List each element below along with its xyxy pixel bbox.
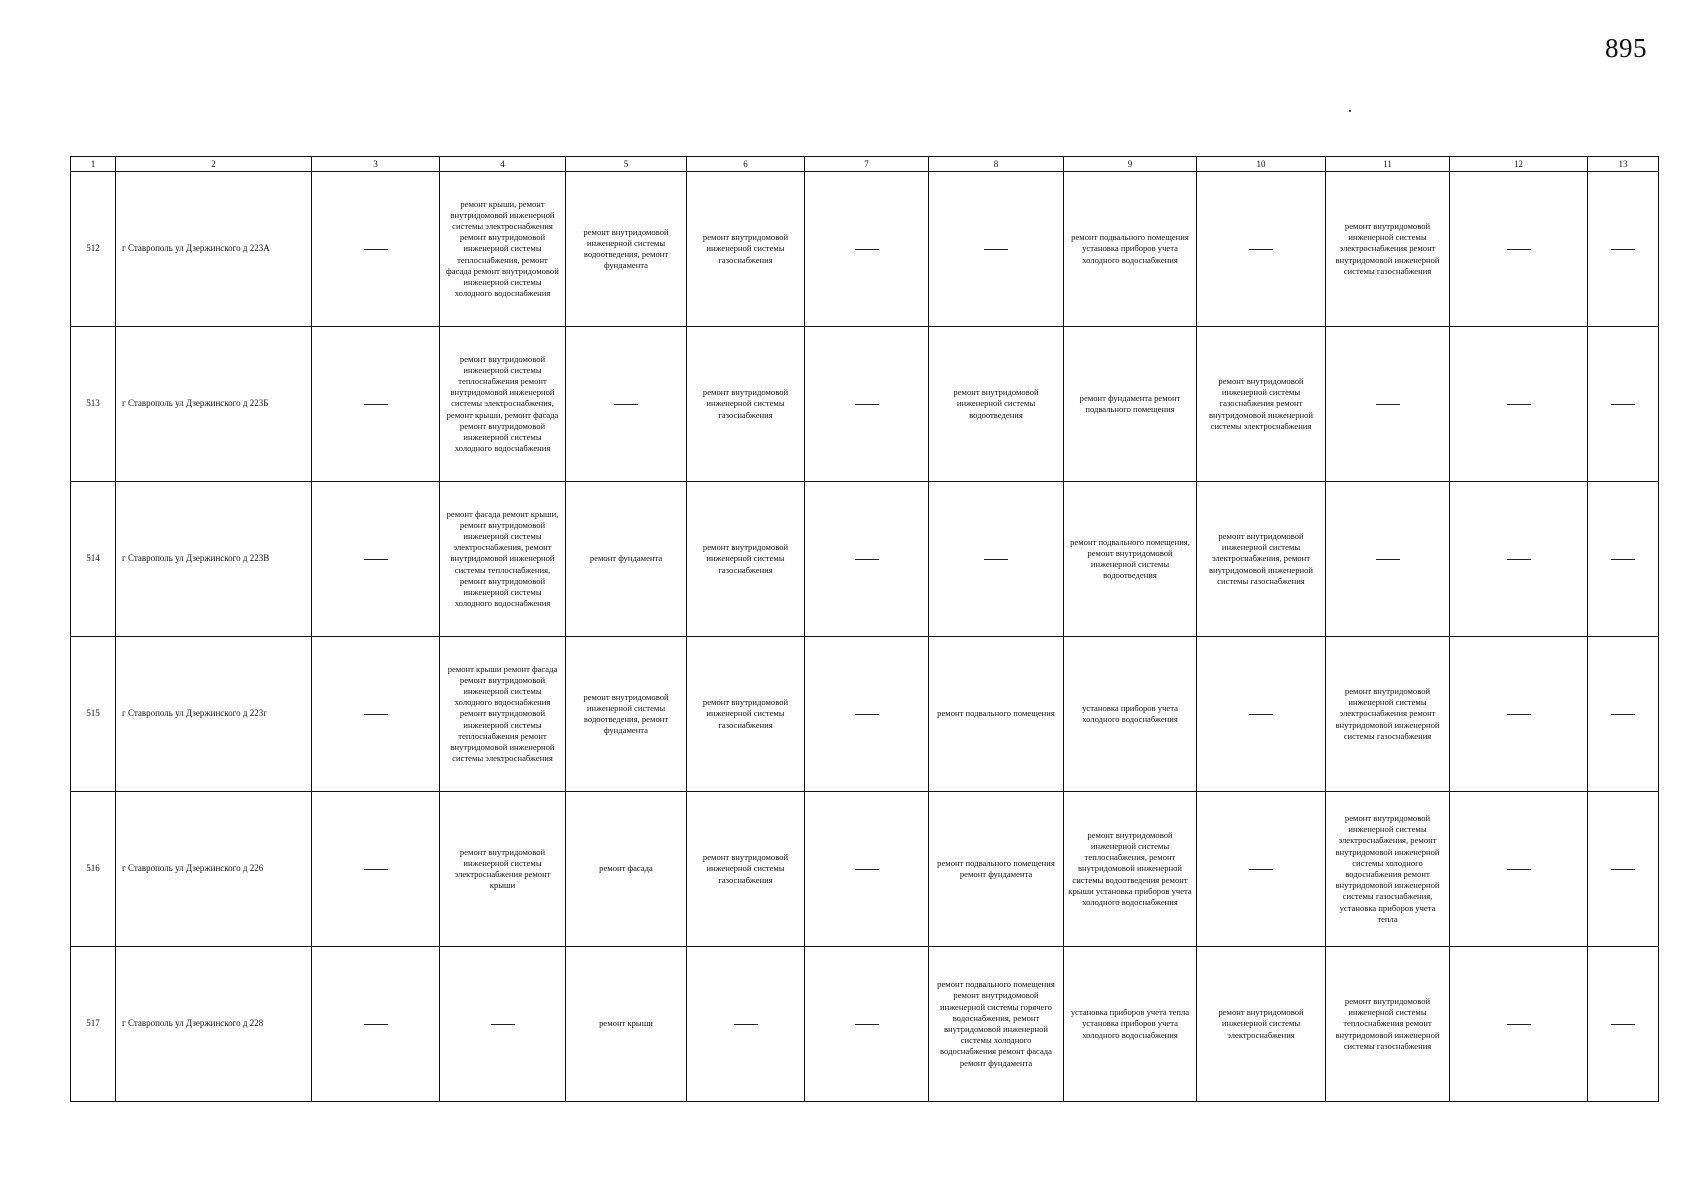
cell-col-13	[1588, 947, 1659, 1102]
column-number-13: 13	[1588, 157, 1659, 172]
cell-address: г Ставрополь ул Дзержинского д 223В	[116, 482, 312, 637]
cell-col-8: ремонт подвального помещения	[929, 637, 1064, 792]
cell-col-11: ремонт внутридомовой инженерной системы электроснабжения ремонт внутридомовой инженерной системы газоснабжения	[1326, 637, 1450, 792]
cell-col-3	[312, 792, 440, 947]
table-row	[71, 327, 1659, 482]
empty-dash	[1507, 869, 1531, 870]
column-number-1: 1	[71, 157, 116, 172]
column-number-5: 5	[566, 157, 687, 172]
cell-col-9: ремонт внутридомовой инженерной системы теплоснабжения, ремонт внутридомовой инженерной системы водоотведения ремонт крыши установка приборов учета холодного водоснабжения	[1064, 792, 1197, 947]
column-number-7: 7	[805, 157, 929, 172]
cell-col-4: ремонт крыши ремонт фасада ремонт внутридомовой инженерной системы холодного водоснабжения ремонт внутридомовой инженерной системы теплоснабжения ремонт внутридомовой инженерной системы электроснабжения	[440, 637, 566, 792]
scan-speck	[1349, 110, 1351, 112]
table-row	[71, 792, 1659, 947]
cell-col-7	[805, 482, 929, 637]
empty-dash	[1507, 1024, 1531, 1025]
cell-col-10	[1197, 637, 1326, 792]
cell-col-3	[312, 947, 440, 1102]
empty-dash	[734, 1024, 758, 1025]
cell-col-5	[566, 327, 687, 482]
empty-dash	[855, 714, 879, 715]
cell-address: г Ставрополь ул Дзержинского д 223Б	[116, 327, 312, 482]
cell-col-8: ремонт внутридомовой инженерной системы водоотведения	[929, 327, 1064, 482]
cell-address: г Ставрополь ул Дзержинского д 223г	[116, 637, 312, 792]
empty-dash	[1611, 1024, 1635, 1025]
empty-dash	[1249, 249, 1273, 250]
cell-col-7	[805, 947, 929, 1102]
empty-dash	[1611, 559, 1635, 560]
empty-dash	[855, 249, 879, 250]
empty-dash	[364, 1024, 388, 1025]
cell-col-11	[1326, 327, 1450, 482]
cell-col-13	[1588, 637, 1659, 792]
cell-col-11: ремонт внутридомовой инженерной системы электроснабжения, ремонт внутридомовой инженерной системы холодного водоснабжения ремонт внутридомовой инженерной системы газоснабжения, установка приборов учета тепла	[1326, 792, 1450, 947]
cell-col-13	[1588, 792, 1659, 947]
cell-col-12	[1450, 637, 1588, 792]
cell-col-10	[1197, 792, 1326, 947]
cell-col-7	[805, 637, 929, 792]
cell-row-number: 517	[71, 947, 116, 1102]
table-row	[71, 637, 1659, 792]
empty-dash	[1249, 714, 1273, 715]
column-number-4: 4	[440, 157, 566, 172]
cell-col-5: ремонт крыши	[566, 947, 687, 1102]
cell-col-7	[805, 792, 929, 947]
column-number-11: 11	[1326, 157, 1450, 172]
cell-row-number: 516	[71, 792, 116, 947]
cell-col-3	[312, 327, 440, 482]
cell-col-13	[1588, 327, 1659, 482]
table-body	[71, 157, 1659, 1102]
repair-schedule-table	[70, 156, 1659, 1102]
cell-col-10	[1197, 172, 1326, 327]
cell-col-6: ремонт внутридомовой инженерной системы газоснабжения	[687, 637, 805, 792]
empty-dash	[1376, 559, 1400, 560]
cell-col-9: ремонт фундамента ремонт подвального помещения	[1064, 327, 1197, 482]
empty-dash	[364, 714, 388, 715]
cell-col-3	[312, 637, 440, 792]
cell-row-number: 512	[71, 172, 116, 327]
cell-row-number: 513	[71, 327, 116, 482]
empty-dash	[1507, 249, 1531, 250]
cell-col-6: ремонт внутридомовой инженерной системы газоснабжения	[687, 482, 805, 637]
cell-col-5: ремонт внутридомовой инженерной системы водоотведения, ремонт фундамента	[566, 637, 687, 792]
cell-col-8	[929, 482, 1064, 637]
cell-col-8: ремонт подвального помещения ремонт фундамента	[929, 792, 1064, 947]
empty-dash	[855, 1024, 879, 1025]
cell-col-5: ремонт фундамента	[566, 482, 687, 637]
cell-col-10: ремонт внутридомовой инженерной системы электроснабжения, ремонт внутридомовой инженерной системы газоснабжения	[1197, 482, 1326, 637]
cell-address: г Ставрополь ул Дзержинского д 228	[116, 947, 312, 1102]
table-row	[71, 172, 1659, 327]
column-number-6: 6	[687, 157, 805, 172]
empty-dash	[1611, 869, 1635, 870]
cell-col-12	[1450, 792, 1588, 947]
cell-col-10: ремонт внутридомовой инженерной системы электроснабжения	[1197, 947, 1326, 1102]
cell-row-number: 515	[71, 637, 116, 792]
column-number-9: 9	[1064, 157, 1197, 172]
cell-col-4: ремонт крыши, ремонт внутридомовой инженерной системы электроснабжения ремонт внутридомовой инженерной системы теплоснабжения, ремонт фасада ремонт внутридомовой инженерной системы холодного водоснабжения	[440, 172, 566, 327]
cell-col-5: ремонт фасада	[566, 792, 687, 947]
cell-col-5: ремонт внутридомовой инженерной системы водоотведения, ремонт фундамента	[566, 172, 687, 327]
column-number-3: 3	[312, 157, 440, 172]
empty-dash	[984, 559, 1008, 560]
cell-col-11: ремонт внутридомовой инженерной системы электроснабжения ремонт внутридомовой инженерной системы газоснабжения	[1326, 172, 1450, 327]
cell-col-8	[929, 172, 1064, 327]
cell-col-9: установка приборов учета холодного водоснабжения	[1064, 637, 1197, 792]
cell-address: г Ставрополь ул Дзержинского д 223А	[116, 172, 312, 327]
column-number-10: 10	[1197, 157, 1326, 172]
cell-col-9: установка приборов учета тепла установка приборов учета холодного водоснабжения	[1064, 947, 1197, 1102]
empty-dash	[1611, 249, 1635, 250]
empty-dash	[855, 869, 879, 870]
cell-col-12	[1450, 482, 1588, 637]
cell-col-4: ремонт внутридомовой инженерной системы электроснабжения ремонт крыши	[440, 792, 566, 947]
cell-col-8: ремонт подвального помещения ремонт внутридомовой инженерной системы горячего водоснабжения, ремонт внутридомовой инженерной системы холодного водоснабжения ремонт фасада ремонт фундамента	[929, 947, 1064, 1102]
column-number-12: 12	[1450, 157, 1588, 172]
cell-col-6: ремонт внутридомовой инженерной системы газоснабжения	[687, 792, 805, 947]
empty-dash	[364, 249, 388, 250]
empty-dash	[364, 559, 388, 560]
empty-dash	[1507, 714, 1531, 715]
empty-dash	[364, 404, 388, 405]
empty-dash	[855, 404, 879, 405]
table-row	[71, 482, 1659, 637]
cell-col-6: ремонт внутридомовой инженерной системы газоснабжения	[687, 327, 805, 482]
cell-col-4: ремонт фасада ремонт крыши, ремонт внутридомовой инженерной системы электроснабжения, ремонт внутридомовой инженерной системы теплоснабжения, ремонт внутридомовой инженерной системы холодного водоснабжения	[440, 482, 566, 637]
empty-dash	[1249, 869, 1273, 870]
empty-dash	[855, 559, 879, 560]
cell-col-7	[805, 327, 929, 482]
cell-col-10: ремонт внутридомовой инженерной системы газоснабжения ремонт внутридомовой инженерной системы электроснабжения	[1197, 327, 1326, 482]
page-number: 895	[1605, 33, 1647, 63]
empty-dash	[1507, 404, 1531, 405]
cell-col-12	[1450, 327, 1588, 482]
cell-col-11: ремонт внутридомовой инженерной системы теплоснабжения ремонт внутридомовой инженерной системы газоснабжения	[1326, 947, 1450, 1102]
table-row	[71, 947, 1659, 1102]
empty-dash	[1507, 559, 1531, 560]
cell-col-6: ремонт внутридомовой инженерной системы газоснабжения	[687, 172, 805, 327]
cell-col-13	[1588, 172, 1659, 327]
cell-address: г Ставрополь ул Дзержинского д 226	[116, 792, 312, 947]
cell-col-4: ремонт внутридомовой инженерной системы теплоснабжения ремонт внутридомовой инженерной системы электроснабжения, ремонт крыши, ремонт фасада ремонт внутридомовой инженерной системы холодного водоснабжения	[440, 327, 566, 482]
empty-dash	[614, 404, 638, 405]
empty-dash	[984, 249, 1008, 250]
cell-col-12	[1450, 172, 1588, 327]
cell-col-12	[1450, 947, 1588, 1102]
cell-row-number: 514	[71, 482, 116, 637]
column-number-2: 2	[116, 157, 312, 172]
empty-dash	[491, 1024, 515, 1025]
cell-col-3	[312, 482, 440, 637]
cell-col-9: ремонт подвального помещения установка приборов учета холодного водоснабжения	[1064, 172, 1197, 327]
cell-col-11	[1326, 482, 1450, 637]
cell-col-7	[805, 172, 929, 327]
cell-col-6	[687, 947, 805, 1102]
empty-dash	[364, 869, 388, 870]
cell-col-3	[312, 172, 440, 327]
cell-col-13	[1588, 482, 1659, 637]
column-number-8: 8	[929, 157, 1064, 172]
empty-dash	[1611, 404, 1635, 405]
empty-dash	[1611, 714, 1635, 715]
cell-col-9: ремонт подвального помещения, ремонт внутридомовой инженерной системы водоотведения	[1064, 482, 1197, 637]
cell-col-4	[440, 947, 566, 1102]
empty-dash	[1376, 404, 1400, 405]
header-row	[71, 157, 1659, 172]
